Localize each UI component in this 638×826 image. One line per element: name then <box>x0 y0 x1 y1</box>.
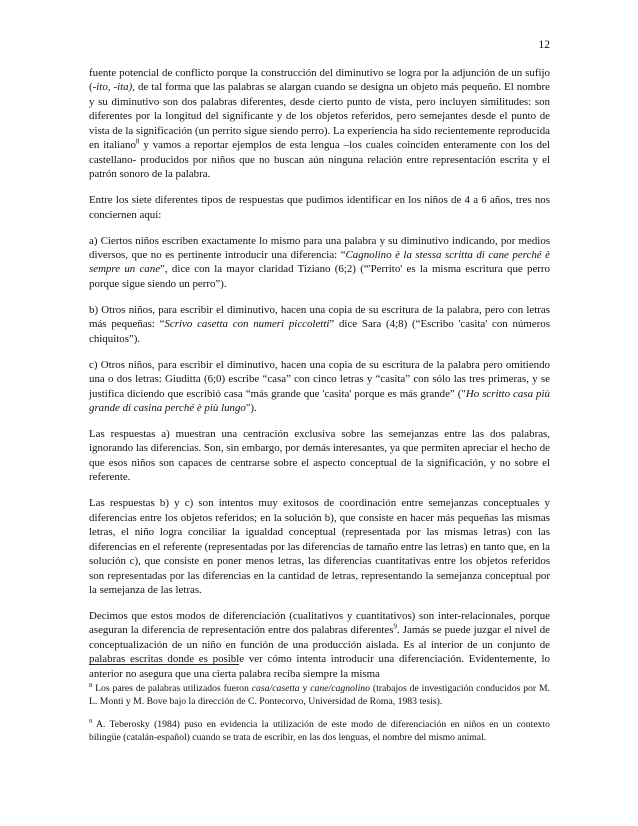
italic-suffix-ita: -ita) <box>113 81 133 94</box>
text-run: , <box>107 81 114 94</box>
footnote-number: 9 <box>89 717 93 725</box>
footnote-9 <box>89 718 550 745</box>
text-run: ” dice Sara (4;8) (“Escribo 'casita' con números chiquitos”). <box>89 318 550 345</box>
italic-quote-sara: Scrivo casetta con numeri piccoletti <box>164 318 330 331</box>
italic-word-pair: casa/casetta <box>251 683 300 694</box>
text-run: ”, dice con la mayor claridad Tiziano (6;2) (“'Perrito' es la misma escritura que perro porque sigue siendo un perro”). <box>89 263 550 290</box>
italic-quote-tiziano: Cagnolino è la stessa scritta di cane perché è sempre un cane <box>89 248 551 276</box>
page-number: 12 <box>538 39 550 51</box>
footnote-divider <box>89 664 239 665</box>
paragraph-4 <box>89 303 550 346</box>
paragraph-8 <box>89 609 550 681</box>
text-run: y <box>299 683 311 694</box>
paragraph-7: Las respuestas b) y c) son intentos muy exitosos de coordinación entre semejanzas conceptuales y diferencias entre los objetos referidos; en la solución b), que consiste en hacer más pequeñas las mismas letras, el niño logra conciliar la igualdad conceptual (representada por las mismas letras) con las diferencias en el referente (representadas por las diferencias de tamaño entre las letras) en tanto que, en la solución c), que consiste en poner menos letras, las diferencias cuantitativas entre los objetos referidos son representadas por las diferencias en la cantidad de letras, representando la semejanza conceptual por la semejanza de las letras. <box>89 497 550 597</box>
paragraph-3 <box>89 234 550 292</box>
text-run: c) Otros niños, para escribir el diminutivo, hacen una copia de su escritura de la palabra pero omitiendo una o dos letras: Giuditta (6;0) escribe “casa” con cinco letras y “casita” con sólo las tres primeras, y se justifica diciendo que escribió casa “más grande que 'casita' porque es más grande” (" <box>89 358 550 400</box>
paragraph-2: Entre los siete diferentes tipos de respuestas que pudimos identificar en los niños de 4 a 6 años, tres nos conciernen aquí: <box>89 194 550 221</box>
body-text <box>89 66 550 693</box>
text-run: , de tal forma que las palabras se alargan cuando se designa un objeto más pequeño. El nombre y su diminutivo son dos palabras diferentes, desde cierto punto de vista, pero incluyen similitudes: son diferentes por la longitud del significante y de los objetos referidos, pero semejantes desde el punto de vista de la significación (un perrito sigue siendo perro). La experiencia ha sido recientemente reproducida en italiano <box>89 81 550 152</box>
text-run: Los pares de palabras utilizados fueron <box>92 683 252 694</box>
paragraph-1 <box>89 66 550 182</box>
paragraph-5 <box>89 358 550 416</box>
text-run: A. Teberosky (1984) puso en evidencia la utilización de este modo de diferenciación en niños en un contexto bilingüe (catalán-español) cuando se trata de escribir, en las dos lenguas, el nombre del mismo animal. <box>89 718 550 743</box>
italic-quote-giuditta: Ho scritto casa più grande di casina perché è più lungo <box>89 387 550 415</box>
text-run: y vamos a reportar ejemplos de esta lengua –los cuales coinciden enteramente con los del castellano- producidos por niños que no buscan aún ninguna relación entre representación escrita y el patrón sonoro de la palabra. <box>89 139 550 181</box>
footnote-8 <box>89 682 550 709</box>
text-run: fuente potencial de conflicto porque la construcción del diminutivo se logra por la adjunción de un sufijo ( <box>89 67 550 94</box>
text-run: (trabajos de investigación conducidos por M. L. Monti y M. Bove bajo la dirección de C. Pontecorvo, Universidad de Roma, 1983 tesis). <box>89 683 551 708</box>
text-run: Decimos que estos modos de diferenciación (cualitativos y cuantitativos) son inter-relacionales, porque aseguran la diferencia de representación entre dos palabras diferentes <box>89 610 550 637</box>
text-run: a) Ciertos niños escriben exactamente lo mismo para una palabra y su diminutivo indicando, por medios diversos, que no es pertinente introducir una diferencia: “ <box>89 234 550 261</box>
footnote-ref-9[interactable]: 9 <box>393 622 397 631</box>
footnotes <box>89 682 550 753</box>
text-run: "). <box>245 402 257 415</box>
text-run: . Jamás se puede juzgar el nivel de conceptualización de un niño en función de una producción aislada. Es al interior de un conjunto de palabras escritas donde es posible ver cómo intenta introducir una diferenciación. Evidentemente, lo anterior no asegura que una cierta palabra reciba siempre la misma <box>89 624 550 680</box>
text-run: b) Otros niños, para escribir el diminutivo, hacen una copia de su escritura de la palabra, pero con letras más pequeñas: “ <box>89 303 550 331</box>
italic-word-pair: cane/cagnolino <box>310 683 370 694</box>
paragraph-6: Las respuestas a) muestran una centración exclusiva sobre las semejanzas entre las dos palabras, ignorando las diferencias. Son, sin embargo, por demás interesantes, ya que permiten apreciar el hecho de que esos niños son capaces de centrarse sobre el aspecto conceptual de la significación, y no sobre el referente. <box>89 428 550 484</box>
footnote-number: 8 <box>89 681 93 689</box>
italic-suffix-ito: -ito <box>92 81 108 94</box>
footnote-ref-8[interactable]: 8 <box>135 137 140 146</box>
